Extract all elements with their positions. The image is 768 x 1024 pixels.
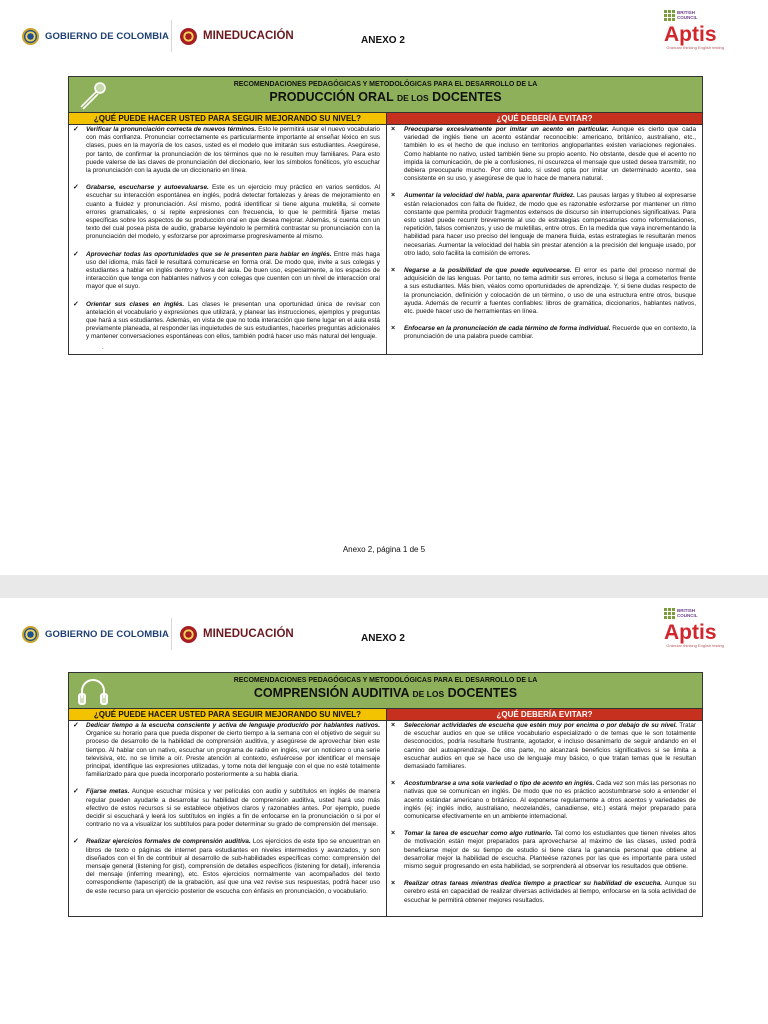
check-icon: ✓ bbox=[73, 838, 79, 846]
aptis-wordmark: Aptis bbox=[664, 621, 717, 644]
cross-icon: × bbox=[391, 880, 396, 888]
aptis-wordmark: Aptis bbox=[664, 23, 717, 46]
cross-icon: × bbox=[391, 267, 396, 275]
aptis-tagline: Granular thinking English testing bbox=[666, 643, 724, 648]
check-icon: ✓ bbox=[73, 250, 79, 258]
recommendation-columns bbox=[69, 721, 702, 916]
gobierno-colombia-logo: GOBIERNO DE COLOMBIA bbox=[22, 618, 172, 650]
headphones-icon bbox=[75, 676, 111, 706]
anexo-title: ANEXO 2 bbox=[361, 35, 405, 46]
avoid-item: × Aumentar la velocidad del habla, para aparentar fluidez. Las pausas largas y titubeo al expresarse están relacionados con falta de fluidez, de modo que es razonable esforzarse por mantener un ritmo constante que permita producir fragmentos extensos de discurso sin interrupciones significativas. Para esto usted puede recurrir brevemente al uso de estrategias compensatorias como reformulaciones, repetición, falsos comienzos, y uso de muletillas, entre otros. En la medida que vaya incrementando la habilidad para hacer uso preciso del lenguaje de manera fluida, estas estrategias le resultarán menos necesarias. Aumentar la velocidad del habla sin prestar atención a la precisión del lenguaje usado, por otro lado, solo facilita la comisión de errores. bbox=[391, 192, 696, 257]
cross-icon: × bbox=[391, 722, 396, 729]
page-header bbox=[0, 598, 768, 664]
avoid-item: × Realizar otras tareas mientras dedica tiempo a practicar su habilidad de escucha. Aunque su cerebro está en capacidad de realizar diversas actividades al tiempo, enfocarse en la sola actividad de escuchar le permitirá obtener mejores resultados. bbox=[391, 880, 696, 904]
mineducacion-seal-icon bbox=[180, 28, 197, 45]
recommendation-columns bbox=[69, 125, 702, 354]
aptis-tagline: Granular thinking English testing bbox=[666, 45, 724, 50]
do-item: ✓ Aprovechar todas las oportunidades que se le presenten para hablar en inglés. Entre más haga uso del idioma, más fácil le resultará comunicarse en forma oral. De modo que, invite a sus colegas y estudiantes a hablar en inglés dentro y fuera del aula. De buen uso, especialmente, a los espacios de interacción que tenga con hablantes nativos y con colegas que cuenten con un nivel de interacción oral mayor que el suyo. bbox=[73, 250, 380, 291]
banner-title: COMPRENSIÓN AUDITIVA DE LOS DOCENTES bbox=[253, 686, 518, 700]
colombia-seal-icon bbox=[22, 626, 39, 643]
do-item: ✓ Verificar la pronunciación correcta de nuevos términos. Esto le permitirá usar el nuevo vocabulario con más confianza. Pronunciar correctamente es particularmente importante al enseñar léxico en sus clases, pues en la mayoría de los casos, usted es el modelo que imitarán sus estudiantes. Asegúrese, por tanto, de confirmar la pronunciación de los términos que no le resulten muy familiares. Para esto puede valerse de las claves de pronunciación del diccionario, leer los símbolos fonéticos, y/o escuchar la pronunciación con la ayuda de un diccionario en línea. bbox=[73, 126, 380, 175]
cross-icon: × bbox=[391, 192, 396, 200]
banner-title: PRODUCCIÓN ORAL DE LOS DOCENTES bbox=[269, 90, 502, 104]
british-council-dots-icon bbox=[664, 10, 675, 21]
cross-icon: × bbox=[391, 830, 396, 838]
question-row bbox=[69, 709, 702, 721]
gobierno-colombia-logo: GOBIERNO DE COLOMBIA bbox=[22, 20, 172, 52]
do-item: ✓ Orientar sus clases en inglés. Las clases le presentan una oportunidad única de revisar con antelación el vocabulario y expresiones que utilizará, y planear las instrucciones, ejemplos y preguntas que hará a sus estudiantes. Además, en vista de que no toda interacción que tiene lugar en el aula está previamente planeada, al responder las inquietudes de sus estudiantes, hacerles preguntas adicionales y mantener conversaciones espontáneas con ellos, también podrá hacer uso más natural del lenguaje. bbox=[73, 300, 380, 341]
avoid-column bbox=[387, 125, 702, 354]
do-item: ✓ Dedicar tiempo a la escucha consciente y activa de lenguaje producido por hablantes nativos. Organice su horario para que pueda disponer de cierto tiempo a la semana con el objetivo de seguir su proceso de desarrollo de la habilidad de comprensión auditiva, y asegúrese de aprovechar bien este tiempo. Al hablar con un nativo, escuchar un programa de radio en inglés, ver un noticiero o una serie televisiva, etc. no se limite a oír. Preste atención al contexto, esfuércese por identificar el mensaje principal, identifique las expresiones utilizadas, y tome nota del lenguaje con el que no esté totalmente familiarizado para que pueda incorporarlo posteriormente a su habla diaria. bbox=[73, 722, 380, 779]
panel-banner bbox=[69, 673, 702, 709]
do-column bbox=[69, 721, 387, 916]
question-row bbox=[69, 113, 702, 125]
page-footer: Anexo 2, página 1 de 5 bbox=[342, 545, 426, 554]
do-item: ✓ Grabarse, escucharse y autoevaluarse. Este es un ejercicio muy práctico en varios sentidos. Al escuchar su interacción espontánea en inglés, podrá detectar fortalezas y áreas de mejoramiento en cuanto a fluidez y pronunciación. Así mismo, podrá identificar si tiene alguna muletilla, si comete errores gramaticales, o si repite expresiones con frecuencia, lo que le permitirá fijarse metas específicas sobre los aspectos de su producción oral en que desea mejorar. Además, si cuenta con un texto del cual posea pista de audio, grabarse leyéndolo le permitirá contrastar su pronunciación con la pronunciación del modelo, y esforzarse por aproximarse progresivamente al mismo. bbox=[73, 184, 380, 241]
page-separator bbox=[0, 575, 768, 598]
avoid-item: × Enfocarse en la pronunciación de cada término de forma individual. Recuerde que en contexto, la pronunciación de una palabra puede cambiar. bbox=[391, 325, 696, 341]
aptis-logo bbox=[664, 608, 724, 658]
check-icon: ✓ bbox=[73, 300, 79, 308]
avoid-item: × Negarse a la posibilidad de que puede equivocarse. El error es parte del proceso normal de adquisición de las lenguas. Por tanto, no tema admitir sus errores, incluso si llega a cometerlos frente a sus estudiantes. Más bien, véalos como oportunidades de aprendizaje. Y, si tiene dudas respecto de la pronunciación, definición y colocación de un término, o uso de una estructura entre otros, busque ayuda. Además de recurrir a fuentes confiables: libros de gramática, diccionarios, hablantes nativos, etc. puede hacer uso de herramientas en línea. bbox=[391, 267, 696, 316]
do-column bbox=[69, 125, 387, 354]
do-item: ✓ Fijarse metas. Aunque escuchar música y ver películas con audio y subtítulos en inglés de manera regular pueden ayudarle a desarrollar su habilidad de comprensión auditiva, usted hará uso más efectivo de estos recursos si se establece objetivos claros y razonables antes. Por ejemplo, puede decidir si escuchará y leerá los subtítulos en inglés a fin de enfocarse en la pronunciación o si por el contrario no va a visualizar los subtítulos para poder determinar su grado de comprensión del mensaje. bbox=[73, 788, 380, 829]
avoid-column bbox=[387, 721, 702, 916]
document-page-2 bbox=[0, 598, 768, 1024]
cross-icon: × bbox=[391, 126, 396, 133]
check-icon: ✓ bbox=[73, 722, 79, 729]
check-icon: ✓ bbox=[73, 788, 79, 796]
anexo-title: ANEXO 2 bbox=[361, 633, 405, 644]
panel-banner bbox=[69, 77, 702, 113]
avoid-item: × Preocuparse excesivamente por imitar un acento en particular. Aunque es cierto que cada variedad de inglés tiene un acento estándar reconocible: americano, británico, australiano, etc., también lo es el hecho de que incluso en territorios angloparlantes existen variaciones regionales. Como hablante no nativo, usted también tiene su propio acento. No obstante, desde que el acento no impida la comunicación, de pie a confusiones, ni oscurezca el mensaje que usted desea transmitir, no debiera preocuparle mucho. Por otro lado, si usted opta por imitar un determinado acento, sea consistente en su uso, y asegúrese de que lo hace de manera natural. bbox=[391, 126, 696, 183]
check-icon: ✓ bbox=[73, 126, 79, 133]
british-council-logo: BRITISH COUNCIL bbox=[664, 10, 724, 21]
british-council-logo: BRITISH COUNCIL bbox=[664, 608, 724, 619]
question-avoid: ¿QUÉ DEBERÍA EVITAR? bbox=[387, 113, 702, 124]
mineducacion-logo: MINEDUCACIÓN bbox=[180, 618, 306, 650]
recommendations-panel bbox=[68, 76, 703, 355]
avoid-item: × Tomar la tarea de escuchar como algo rutinario. Tal como los estudiantes que tienen niveles altos de motivación están mejor preparados para aprovecharse al máximo de las clases, usted podrá beneficiarse mejor de su tiempo de estudio si tiene clara la ganancia personal que obtiene al desarrollar mejor la habilidad de escucha. Planteése razones por las que es importante para usted mismo seguir progresando en esta habilidad, se sorprenderá al observar los resultados que obtiene. bbox=[391, 830, 696, 871]
mineducacion-seal-icon bbox=[180, 626, 197, 643]
recommendations-panel bbox=[68, 672, 703, 917]
cross-icon: × bbox=[391, 325, 396, 333]
banner-subtitle: RECOMENDACIONES PEDAGÓGICAS Y METODOLÓGICAS PARA EL DESARROLLO DE LA bbox=[233, 81, 538, 88]
check-icon: ✓ bbox=[73, 184, 79, 192]
page-header bbox=[0, 0, 768, 66]
avoid-item: × Seleccionar actividades de escucha que estén muy por encima o por debajo de su nivel. Tratar de escuchar audios en que se utilice vocabulario especializado o de temas que le son totalmente desconocidos, podría resultarle frustrante, agotador, e incluso desanimarlo de seguir andando en el camino del autoaprendizaje. De otra parte, no alcanzará beneficios significativos si se limita a escuchar audios en que se hace uso de lenguaje muy básico, o que tratan temas que le resultan demasiado familiares. bbox=[391, 722, 696, 771]
mineducacion-logo: MINEDUCACIÓN bbox=[180, 20, 306, 52]
banner-subtitle: RECOMENDACIONES PEDAGÓGICAS Y METODOLÓGICAS PARA EL DESARROLLO DE LA bbox=[233, 677, 538, 684]
question-avoid: ¿QUÉ DEBERÍA EVITAR? bbox=[387, 709, 702, 720]
british-council-dots-icon bbox=[664, 608, 675, 619]
cross-icon: × bbox=[391, 780, 396, 788]
avoid-item: × Acostumbrarse a una sola variedad o tipo de acento en inglés. Cada vez son más las personas no nativas que se comunican en inglés. De modo que no es práctico acostumbrarse solo a entender el acento estándar americano o británico. Al exponerse regularmente a otros acentos y variedades de inglés (ej: inglés indio, australiano, neozelandés, canadiense, etc.) estará mejor preparado para comunicarse efectivamente en un ambiente internacional. bbox=[391, 780, 696, 821]
do-item: ✓ Realizar ejercicios formales de comprensión auditiva. Los ejercicios de este tipo se encuentran en libros de texto o páginas de internet para estudiantes en niveles intermedios y avanzados, y son diseñados con el fin de contribuir al desarrollo de sub-habilidades específicas como: comprensión del mensaje general (listening for gist), comprensión de detalles específicos (listening for detail), inferencia del mensaje (inferring meaning), etc. Estos ejercicios normalmente van acompañados del texto correspondiente (tapescript) de la grabación, así que una vez revise sus respuestas, podrá hacer uso de este recurso para un ejercicio posterior de escucha con énfasis en pronunciación, o vocabulario. bbox=[73, 838, 380, 895]
trailing-mark: . bbox=[102, 344, 104, 351]
aptis-logo bbox=[664, 10, 724, 60]
colombia-seal-icon bbox=[22, 28, 39, 45]
question-improve: ¿QUÉ PUEDE HACER USTED PARA SEGUIR MEJORANDO SU NIVEL? bbox=[69, 113, 387, 124]
microphone-icon bbox=[75, 80, 111, 110]
question-improve: ¿QUÉ PUEDE HACER USTED PARA SEGUIR MEJORANDO SU NIVEL? bbox=[69, 709, 387, 720]
